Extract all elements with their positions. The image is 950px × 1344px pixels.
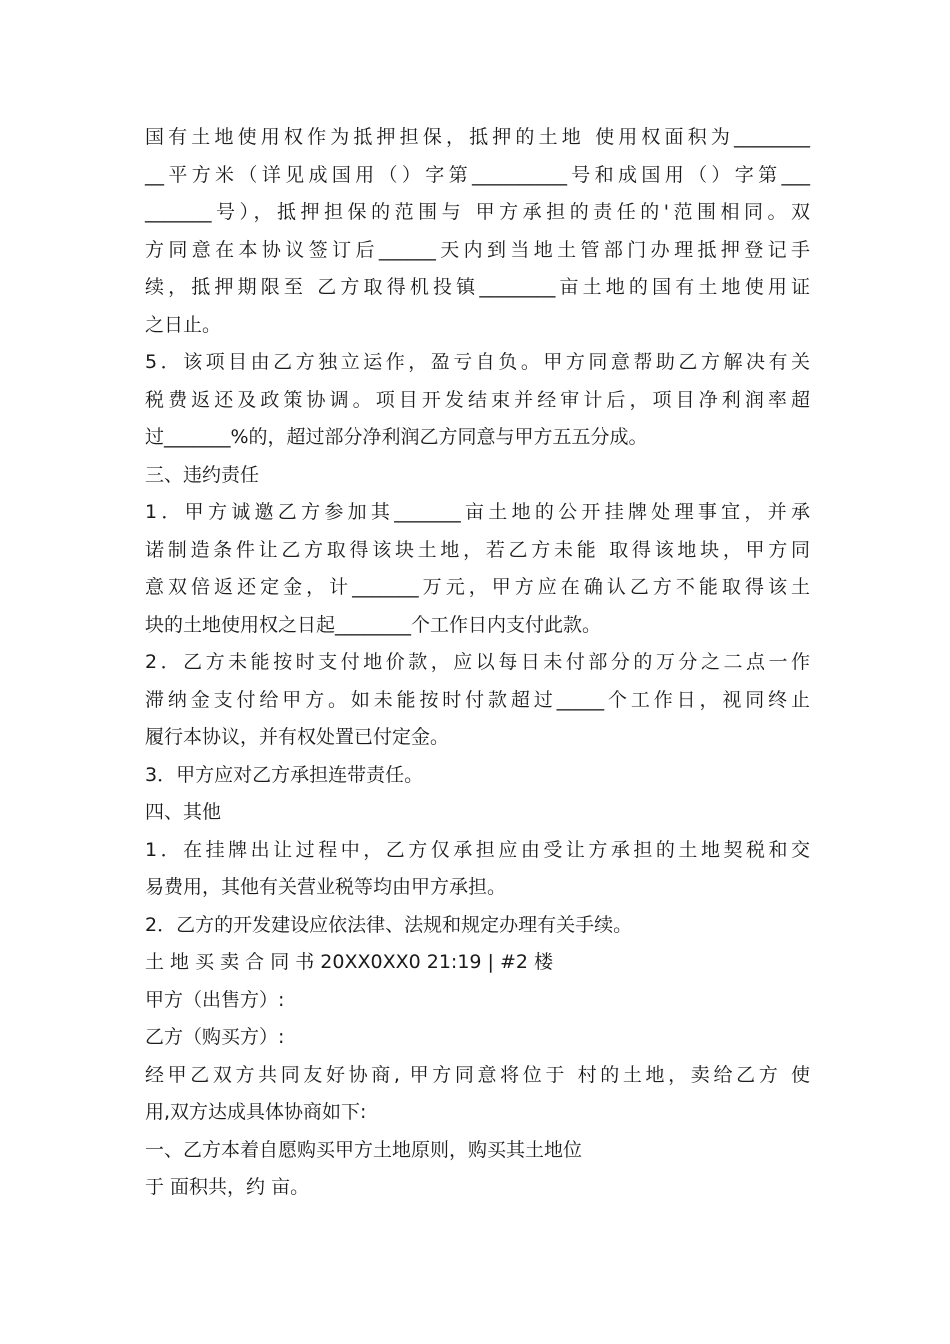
text-line: 3．甲方应对乙方承担连带责任。 bbox=[145, 763, 424, 786]
section-heading: 四、其他 bbox=[145, 801, 222, 823]
text-line: 经甲乙双方共同友好协商, 甲方同意将位于 村的土地，卖给乙方 使 bbox=[145, 1063, 810, 1086]
party-b-label: 乙方（购买方）: bbox=[145, 1026, 285, 1048]
text-line: 于 面积共，约 亩。 bbox=[145, 1176, 310, 1198]
text-line: 5．该项目由乙方独立运作，盈亏自负。甲方同意帮助乙方解决有关 bbox=[145, 351, 810, 373]
text-line: 块的土地使用权之日起________个工作日内支付此款。 bbox=[145, 613, 602, 636]
text-line: 之日止。 bbox=[145, 313, 222, 336]
text-line: 2．乙方的开发建设应依法律、法规和规定办理有关手续。 bbox=[145, 913, 633, 936]
text-line: __平方米（详见成国用（）字第__________号和成国用（）字第___ bbox=[145, 163, 810, 186]
text-line: 滞纳金支付给甲方。如未能按时付款超过_____个工作日，视同终止 bbox=[145, 688, 810, 711]
text-line: 诺制造条件让乙方取得该块土地，若乙方未能 取得该地块，甲方同 bbox=[145, 538, 810, 561]
text-line: 履行本协议，并有权处置已付定金。 bbox=[145, 726, 450, 748]
text-line: 续，抵押期限至 乙方取得机投镇________亩土地的国有土地使用证 bbox=[145, 276, 810, 298]
text-line: _______号），抵押担保的范围与 甲方承担的责任的'范围相同。双 bbox=[145, 201, 810, 223]
text-line: 用,双方达成具体协商如下: bbox=[145, 1101, 367, 1123]
post-header: 土 地 买 卖 合 同 书 20XX0XX0 21:19 | #2 楼 bbox=[145, 951, 554, 973]
section-heading: 三、违约责任 bbox=[145, 463, 260, 486]
document-body bbox=[145, 119, 810, 1207]
text-line: 过_______%的，超过部分净利润乙方同意与甲方五五分成。 bbox=[145, 426, 648, 448]
text-line: 方同意在本协议签订后______天内到当地土管部门办理抵押登记手 bbox=[145, 238, 810, 261]
text-line: 国有土地使用权作为抵押担保，抵押的土地 使用权面积为________ bbox=[145, 126, 810, 148]
text-line: 1．在挂牌出让过程中，乙方仅承担应由受让方承担的土地契税和交 bbox=[145, 838, 810, 861]
party-a-label: 甲方（出售方）: bbox=[145, 988, 285, 1011]
text-line: 意双倍返还定金，计_______万元，甲方应在确认乙方不能取得该土 bbox=[145, 576, 810, 598]
text-line: 2．乙方未能按时支付地价款，应以每日未付部分的万分之二点一作 bbox=[145, 651, 810, 673]
text-line: 税费返还及政策协调。项目开发结束并经审计后，项目净利润率超 bbox=[145, 388, 810, 411]
text-line: 一、乙方本着自愿购买甲方土地原则，购买其土地位 bbox=[145, 1138, 583, 1161]
text-line: 1．甲方诚邀乙方参加其_______亩土地的公开挂牌处理事宜，并承 bbox=[145, 501, 810, 523]
text-line: 易费用，其他有关营业税等均由甲方承担。 bbox=[145, 876, 507, 898]
